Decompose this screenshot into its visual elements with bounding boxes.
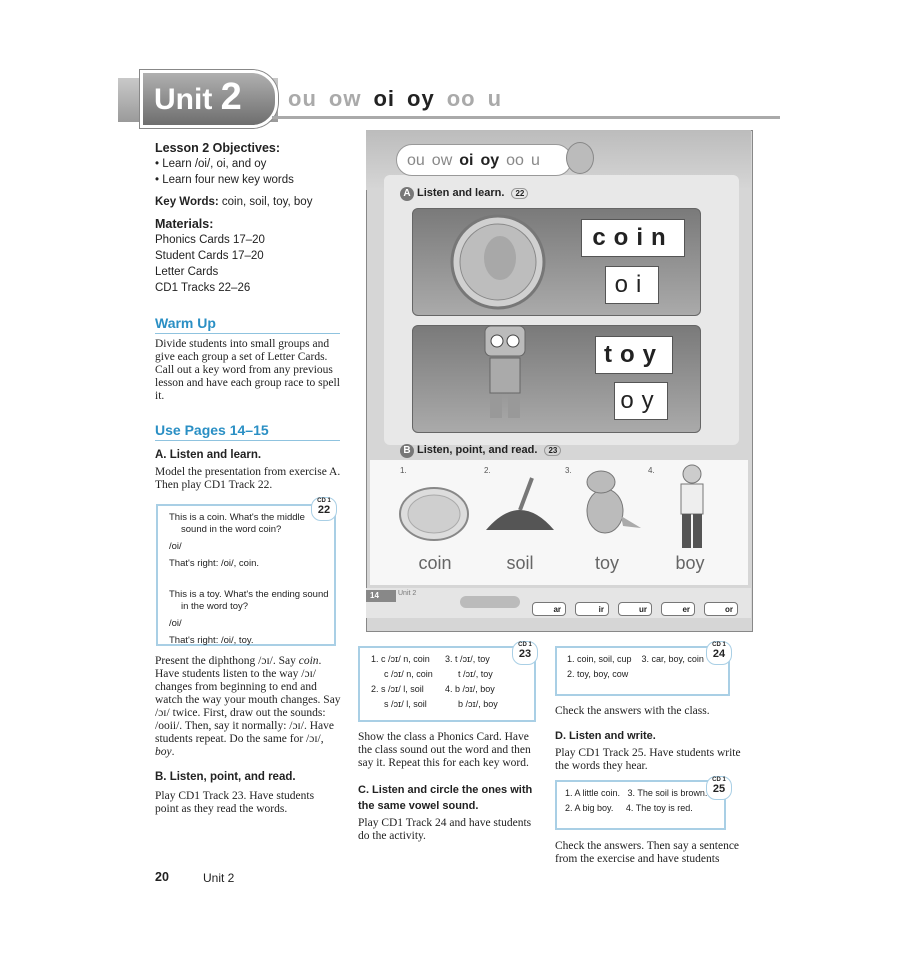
robot-toy-image: [460, 316, 560, 426]
script-line: This is a coin. What's the middle: [169, 512, 305, 523]
script-line: s /ɔɪ/ l, soil: [384, 699, 427, 709]
materials-title: Materials:: [155, 217, 214, 231]
material-item: Letter Cards: [155, 266, 219, 278]
section-d-title: D. Listen and write.: [555, 730, 656, 742]
nav-tab-er: er: [661, 602, 695, 616]
warm-up-text: Divide students into small groups and give each group a set of Letter Cards. Call out a key word from any previous lesson and have each group race to spell it.: [155, 338, 340, 402]
unit-label: Unit: [154, 83, 213, 116]
word-card-toy: toy: [595, 336, 673, 374]
unit-number: 2: [220, 76, 242, 118]
student-page-number: 14: [366, 590, 396, 602]
script-line: in the word toy?: [181, 601, 249, 612]
script-23-col1: [371, 652, 433, 712]
banner-sound: ou: [407, 152, 425, 169]
exercise-b-title: [400, 444, 561, 458]
footer-unit: Unit 2: [203, 871, 235, 885]
coin-picture: [398, 484, 470, 544]
material-item: Student Cards 17–20: [155, 250, 264, 262]
exercise-b-label: Listen, point, and read.: [417, 444, 538, 456]
item-word-soil: soil: [506, 553, 534, 573]
cd-track: 25: [712, 783, 726, 795]
script-line: 2. s /ɔɪ/ l, soil: [371, 684, 424, 694]
use-pages-title: Use Pages 14–15: [155, 422, 269, 438]
scroll-ornament: [566, 142, 594, 174]
script-line: sound in the word coin?: [181, 524, 282, 535]
script-line: 2. A big boy. 4. The toy is red.: [565, 803, 693, 813]
student-banner: [396, 144, 572, 176]
script-line: 3. t /ɔɪ/, toy: [445, 654, 490, 664]
check-answers-sentence-text: Check the answers. Then say a sentence from the exercise and have students: [555, 840, 740, 865]
boy-picture: [672, 462, 712, 552]
item-word-boy: boy: [675, 553, 705, 573]
word-card-coin: coin: [581, 219, 685, 257]
objectives: [155, 140, 340, 296]
banner-sound: ow: [431, 152, 453, 169]
item-word-toy: toy: [594, 553, 619, 573]
check-answers-text: Check the answers with the class.: [555, 705, 710, 717]
objective-item: • Learn /oi/, oi, and oy: [155, 158, 267, 170]
section-a-text: Model the presentation from exercise A. Then play CD1 Track 22.: [155, 466, 341, 491]
banner-sound: u: [530, 152, 540, 169]
sound-u: u: [487, 86, 503, 111]
script-23-col2: [445, 652, 498, 712]
sound-ow: ow: [328, 86, 362, 111]
script-line: 1. c /ɔɪ/ n, coin: [371, 654, 430, 664]
nav-tab-or: or: [704, 602, 738, 616]
script-line: /oi/: [169, 541, 182, 552]
section-d-text: Play CD1 Track 25. Have students write the words they hear.: [555, 747, 741, 772]
script-line: This is a toy. What's the ending sound: [169, 589, 329, 600]
student-page-unit: Unit 2: [398, 590, 417, 597]
objectives-title: Lesson 2 Objectives:: [155, 141, 281, 155]
script-22-text: [169, 512, 329, 647]
key-words-label: Key Words:: [155, 196, 219, 208]
section-a-title: A. Listen and learn.: [155, 449, 262, 461]
footer-decoration: [460, 596, 520, 608]
script-line: 1. coin, soil, cup 3. car, boy, coin: [567, 654, 704, 664]
sound-ou: ou: [288, 86, 317, 111]
coin-image: [448, 212, 548, 312]
item-num-1: 1.: [400, 466, 407, 475]
dinosaur-toy-picture: [575, 466, 645, 551]
section-b-title: B. Listen, point, and read.: [155, 771, 296, 783]
cd-badge-23: [512, 641, 538, 665]
exercise-a-title: [400, 187, 528, 201]
show-class-text: Show the class a Phonics Card. Have the class sound out the word and then say it. Repeat this for each key word.: [358, 731, 531, 769]
script-25-text: [565, 786, 707, 816]
header-rule: [272, 116, 780, 119]
header-sounds: [288, 86, 514, 112]
sound-oy: oy: [407, 86, 435, 111]
cd-label: CD 1: [317, 498, 331, 504]
script-line: b /ɔɪ/, boy: [458, 699, 498, 709]
script-line: That's right: /oi/, toy.: [169, 635, 254, 646]
script-line: /oi/: [169, 618, 182, 629]
banner-sound: oy: [480, 152, 500, 169]
item-num-4: 4.: [648, 466, 655, 475]
script-24-text: [567, 652, 704, 682]
cd-track: 23: [518, 648, 532, 660]
unit-title: [154, 76, 242, 119]
present-em-boy: boy: [155, 746, 172, 758]
script-line: c /ɔɪ/ n, coin: [384, 669, 433, 679]
objective-item: • Learn four new key words: [155, 174, 294, 186]
present-em-coin: coin: [298, 655, 319, 667]
material-item: Phonics Cards 17–20: [155, 234, 265, 246]
cd-label: CD 1: [712, 642, 726, 648]
page-number: 20: [155, 870, 169, 884]
cd-track: 22: [317, 504, 331, 516]
nav-tab-ur: ur: [618, 602, 652, 616]
cd-label: CD 1: [712, 777, 726, 783]
pattern-card-oi: oi: [605, 266, 659, 304]
exercise-a-track: 22: [511, 188, 528, 199]
section-b-text: Play CD1 Track 23. Have students point as they read the words.: [155, 790, 315, 815]
exercise-b-letter: B: [400, 444, 414, 458]
present-text-2: Have students listen to the way /ɔɪ/ changes from beginning to end and watch the way your mouth changes. Say /ɔɪ/ twice. First, draw out the sounds: /ooii/. Then, say it normally: /ɔɪ/. Have students repeat. Do the same for /ɔɪ/,: [155, 668, 341, 745]
nav-tab-ar: ar: [532, 602, 566, 616]
script-line: That's right: /oi/, coin.: [169, 558, 259, 569]
section-c-text: Play CD1 Track 24 and have students do the activity.: [358, 817, 532, 842]
sound-oo: oo: [446, 86, 476, 111]
banner-sound: oi: [459, 152, 474, 169]
exercise-b-track: 23: [544, 445, 561, 456]
script-line: 2. toy, boy, cow: [567, 669, 629, 679]
script-line: t /ɔɪ/, toy: [458, 669, 493, 679]
item-num-3: 3.: [565, 466, 572, 475]
exercise-a-letter: A: [400, 187, 414, 201]
cd-track: 24: [712, 648, 726, 660]
nav-tab-ir: ir: [575, 602, 609, 616]
cd-badge-25: [706, 776, 732, 800]
sound-oi: oi: [373, 86, 396, 111]
pattern-card-oy: oy: [614, 382, 668, 420]
exercise-a-label: Listen and learn.: [417, 187, 505, 199]
soil-picture: [480, 470, 560, 550]
banner-sound: oo: [506, 152, 524, 169]
material-item: CD1 Tracks 22–26: [155, 282, 251, 294]
present-text-1: Present the diphthong /ɔɪ/. Say: [155, 655, 296, 667]
warm-up-title: Warm Up: [155, 315, 216, 331]
use-pages-rule: [155, 440, 340, 441]
present-text: Present the diphthong /ɔɪ/. Say coin. Have students listen to the way /ɔɪ/ changes from beginning to end and watch the way your mouth changes. Say /ɔɪ/ twice. First, draw out the sounds: /ooii/. Then, say it normally: /ɔɪ/. Have students repeat. Do the same for /ɔɪ/, boy.: [155, 655, 341, 758]
warm-up-rule: [155, 333, 340, 334]
script-line: 1. A little coin. 3. The soil is brown.: [565, 788, 708, 798]
script-line: 4. b /ɔɪ/, boy: [445, 684, 495, 694]
key-words: coin, soil, toy, boy: [221, 196, 313, 208]
cd-label: CD 1: [518, 642, 532, 648]
cd-badge-24: [706, 641, 732, 665]
item-num-2: 2.: [484, 466, 491, 475]
section-c-title: C. Listen and circle the ones with the same vowel sound.: [358, 784, 533, 812]
item-word-coin: coin: [418, 553, 452, 573]
